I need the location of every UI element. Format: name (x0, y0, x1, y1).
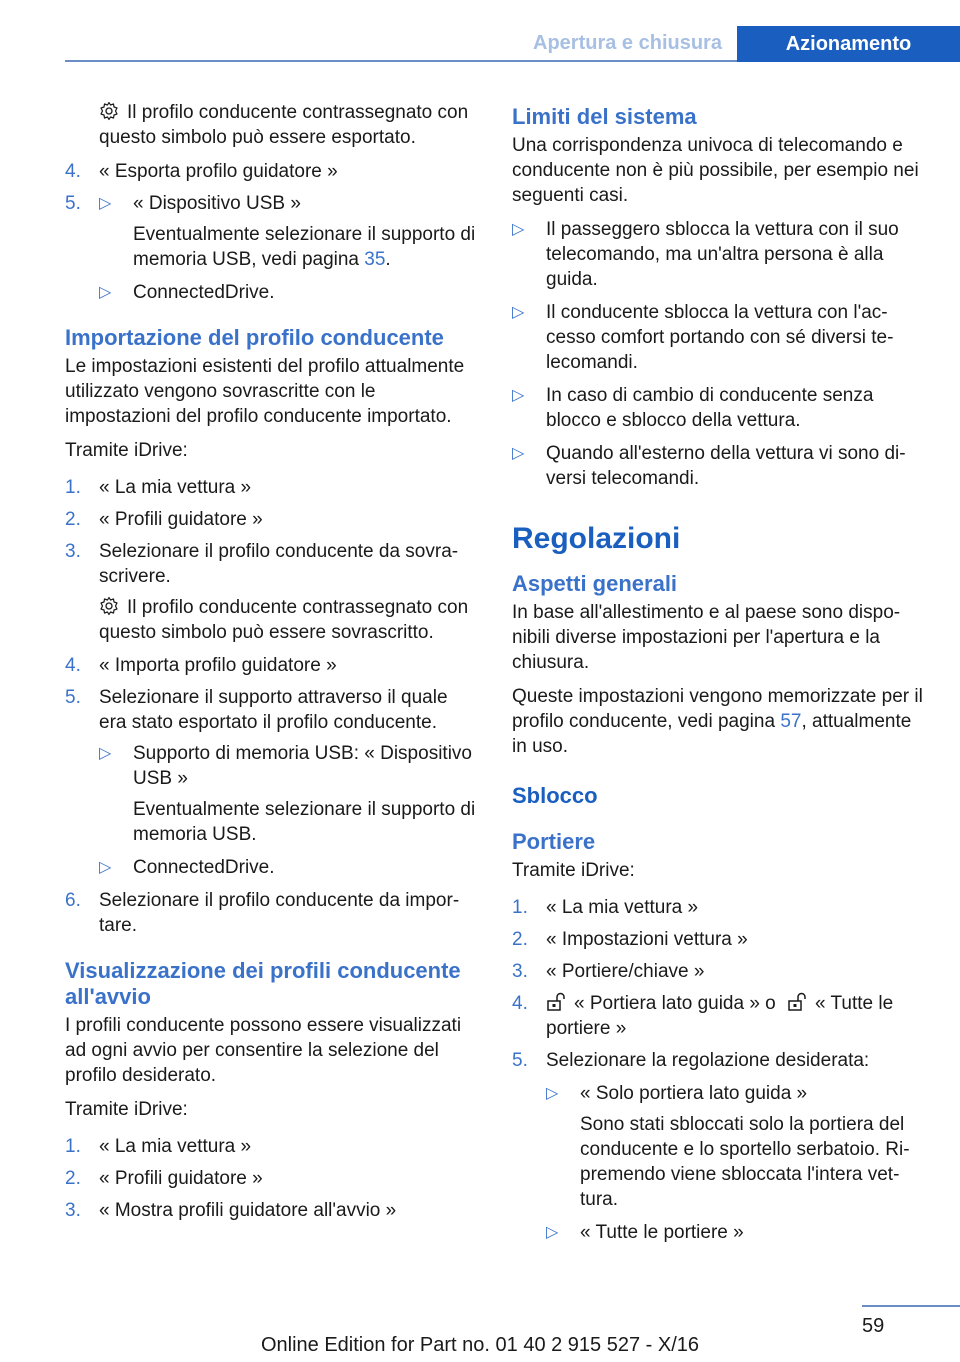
page-number: 59 (862, 1315, 885, 1337)
bullet-item: ▷ Il conducente sblocca la vettura con l'accesso comfort portando con sé diversi telecomandi. (512, 302, 894, 373)
list-item: 3. « Mostra profili guidatore all'avvio » (65, 1200, 397, 1221)
triangle-bullet-icon: ▷ (99, 195, 112, 212)
triangle-bullet-icon: ▷ (99, 284, 112, 301)
bullet-item: ▷ ConnectedDrive. (99, 282, 275, 303)
page-link[interactable]: 57 (780, 711, 802, 732)
list-item: 3. Selezionare il profilo conducente da sovrascrivere. Il profilo conducente contrassegnato con questo simbolo può essere sovrascritto. (65, 541, 469, 643)
unlocked-door-icon (787, 992, 809, 1012)
list-item: 5. ▷ « Dispositivo USB » Eventualmente selezionare il supporto di memoria USB, vedi pagina 35. ▷ ConnectedDrive. (65, 191, 480, 305)
paragraph: I profili conducente possono essere visualizzati ad ogni avvio per consentire la selezione del profilo desiderato. (65, 1015, 462, 1086)
list-item: 4. « Importa profilo guidatore » (65, 655, 337, 676)
list-item: 6. Selezionare il profilo conducente da importare. (65, 890, 460, 936)
gear-icon (99, 596, 119, 616)
bullet-item: ▷ Il passeggero sblocca la vettura con il suo telecomando, ma un'altra persona è alla guida. (512, 219, 899, 290)
triangle-bullet-icon: ▷ (512, 387, 525, 404)
triangle-bullet-icon: ▷ (512, 304, 525, 321)
list-item: 2. « Profili guidatore » (65, 509, 263, 530)
paragraph: Una corrispondenza univoca di telecomando e conducente non è più possibile, per esempio nei seguenti casi. (512, 135, 919, 206)
subsection-heading: Portiere (512, 829, 596, 854)
unlocked-door-icon (546, 992, 568, 1012)
export-note: Il profilo conducente contrassegnato con questo simbolo può essere esportato. (99, 102, 469, 148)
bullet-item: ▷ In caso di cambio di conducente senza blocco e sblocco della vettura. (512, 385, 874, 431)
section-heading: Limiti del sistema (512, 104, 697, 129)
bullet-item: ▷ ConnectedDrive. (99, 857, 275, 878)
bullet-item: ▷ « Dispositivo USB » Eventualmente selezionare il supporto di memoria USB, vedi pagina 35. (99, 193, 476, 270)
list-item: 1. « La mia vettura » (65, 477, 252, 498)
list-item: 1. « La mia vettura » (65, 1136, 252, 1157)
edition-line: Online Edition for Part no. 01 40 2 915 527 - X/16 (260, 1334, 700, 1356)
section-heading: Aspetti generali (512, 571, 678, 596)
list-item: 5. Selezionare la regolazione desiderata: ▷ « Solo portiera lato guida » Sono stati sbloccati solo la portiera del conducente e lo sportello serbatoio. Ripremendo viene sbloccata l'intera vettura. ▷ « Tutte le portiere » (512, 1048, 927, 1245)
subsection-heading: Sblocco (512, 783, 598, 808)
chapter-tab: Azionamento (737, 26, 960, 62)
list-item: 4. « Portiera lato guida » o « Tutte le portiere » (512, 993, 894, 1039)
bullet-item: ▷ « Tutte le portiere » (546, 1222, 744, 1243)
triangle-bullet-icon: ▷ (546, 1224, 559, 1241)
paragraph: Queste impostazioni vengono memorizzate per il profilo conducente, vedi pagina 57, attualmente in uso. (512, 686, 923, 757)
chapter-heading: Regolazioni (512, 522, 681, 555)
list-item: 2. « Impostazioni vettura » (512, 929, 748, 950)
triangle-bullet-icon: ▷ (512, 445, 525, 462)
paragraph: Tramite iDrive: (65, 440, 188, 461)
paragraph: Tramite iDrive: (512, 860, 635, 881)
page-link[interactable]: 35 (364, 249, 386, 270)
list-item: 1. « La mia vettura » (512, 897, 699, 918)
paragraph: Tramite iDrive: (65, 1099, 188, 1120)
list-item: 3. « Portiere/chiave » (512, 961, 705, 982)
gear-icon (99, 101, 119, 121)
list-item: 4. « Esporta profilo guidatore » (65, 161, 338, 182)
left-column (65, 100, 480, 1230)
bullet-item: ▷ Supporto di memoria USB: « Dispositivo USB » Eventualmente selezionare il supporto di memoria USB. (99, 743, 476, 845)
triangle-bullet-icon: ▷ (546, 1085, 559, 1102)
right-column (512, 100, 927, 1253)
list-item: 2. « Profili guidatore » (65, 1168, 263, 1189)
section-heading: Visualizzazione dei profili conducente all'avvio (65, 958, 461, 1009)
section-heading: Importazione del profilo conducente (65, 325, 444, 350)
footer-rule (862, 1305, 960, 1307)
triangle-bullet-icon: ▷ (99, 745, 112, 762)
triangle-bullet-icon: ▷ (99, 859, 112, 876)
bullet-item: ▷ Quando all'esterno della vettura vi sono diversi telecomandi. (512, 443, 906, 489)
bullet-item: ▷ « Solo portiera lato guida » Sono stati sbloccati solo la portiera del conducente e lo sportello serbatoio. Ripremendo viene sbloccata l'intera vettura. (546, 1083, 910, 1210)
paragraph: Le impostazioni esistenti del profilo attualmente utilizzato vengono sovrascritte con le impostazioni del profilo conducente importato. (65, 356, 465, 427)
section-tab: Apertura e chiusura (533, 32, 722, 54)
triangle-bullet-icon: ▷ (512, 221, 525, 238)
paragraph: In base all'allestimento e al paese sono disponibili diverse impostazioni per l'apertura e la chiusura. (512, 602, 901, 673)
list-item: 5. Selezionare il supporto attraverso il quale era stato esportato il profilo conducente. ▷ Supporto di memoria USB: « Dispositivo USB » Eventualmente selezionare il supporto di memoria USB. ▷ ConnectedDrive. (65, 685, 480, 880)
